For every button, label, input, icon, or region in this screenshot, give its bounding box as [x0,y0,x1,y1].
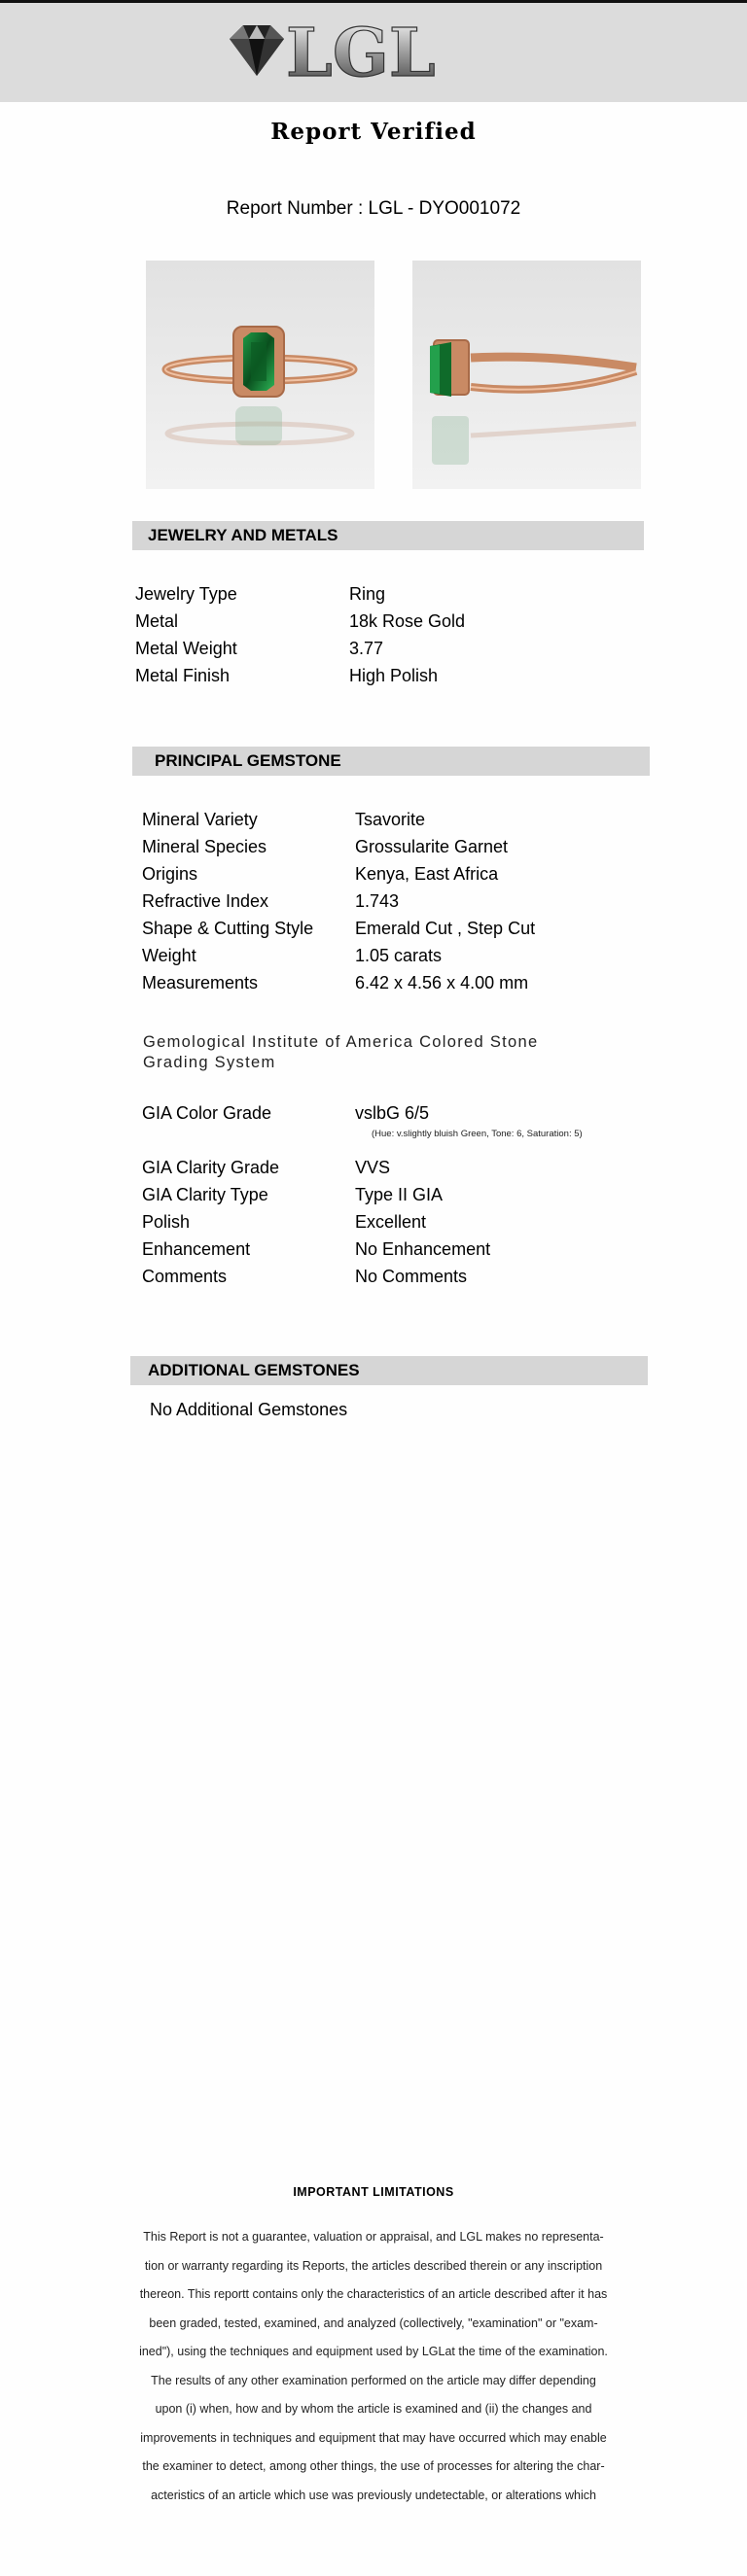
row-value: Type II GIA [355,1185,444,1204]
grading-system-name: Gemological Institute of America Colored Stone Grading System [143,1033,539,1071]
row-label: Metal [135,611,179,631]
limitations-line: been graded, tested, examined, and analyzed (collectively, "examination" or "exam- [149,2315,598,2330]
row-label: Enhancement [142,1239,251,1259]
row-value: Tsavorite [355,810,426,829]
row-value: Kenya, East Africa [355,864,499,884]
limitations-line: the examiner to detect, among other things, the use of processes for altering the char- [142,2459,605,2473]
row-value: 6.42 x 4.56 x 4.00 mm [355,973,529,992]
limitations-line: improvements in techniques and equipment that may have occurred which may enable [140,2430,607,2445]
diamond-logo-icon [226,17,479,87]
row-value: vslbG 6/5 [355,1103,430,1123]
page-title: Report Verified [270,119,477,145]
row-label: Refractive Index [142,891,269,911]
row-value: VVS [355,1158,391,1177]
row-label: Origins [142,864,198,884]
lgl-logo [226,17,479,87]
gemstone-section-heading: PRINCIPAL GEMSTONE [155,751,341,770]
row-label: Shape & Cutting Style [142,919,314,938]
report-number-label: Report Number : [226,198,364,219]
logo-text: LGL [286,17,436,87]
limitations-line: The results of any other examination performed on the article may differ depending [151,2373,596,2387]
gemstone-rows [142,809,648,1003]
limitations-heading: IMPORTANT LIMITATIONS [293,2185,454,2199]
row-label: Metal Weight [135,639,237,658]
row-value: Emerald Cut , Step Cut [355,919,536,938]
report-number-value: LGL - DYO001072 [368,198,521,219]
row-value: Grossularite Garnet [355,837,509,856]
limitations-line: tion or warranty regarding its Reports, the articles described therein or any inscription [144,2258,603,2273]
row-value: 1.05 carats [355,946,443,965]
row-label: Mineral Species [142,837,267,856]
row-value: No Enhancement [355,1239,491,1259]
limitations-line: thereon. This reportt contains only the characteristics of an article described after it has [139,2287,608,2301]
row-value: 1.743 [355,891,400,911]
row-value: 18k Rose Gold [349,611,466,631]
limitations-line: This Report is not a guarantee, valuation or appraisal, and LGL makes no representa- [143,2230,604,2244]
row-label: Measurements [142,973,259,992]
color-grade-row [142,1102,648,1131]
row-value: High Polish [349,666,439,685]
grade-rows [142,1157,648,1298]
limitations-line: upon (i) when, how and by whom the article is examined and (ii) the changes and [155,2402,592,2416]
row-label: Metal Finish [135,666,231,685]
additional-section-header [130,1356,648,1385]
jewelry-section-heading: JEWELRY AND METALS [148,526,338,544]
row-label: GIA Clarity Type [142,1185,268,1204]
row-label: Comments [142,1267,228,1286]
ring-photo-front [146,261,374,489]
row-value: No Comments [355,1267,468,1286]
row-label: Polish [142,1212,191,1232]
no-additional-gemstones: No Additional Gemstones [150,1400,348,1419]
row-label: Weight [142,946,196,965]
limitations-text [101,2223,646,2510]
additional-section-heading: ADDITIONAL GEMSTONES [148,1361,360,1379]
row-value: Ring [349,584,386,604]
row-label: GIA Clarity Grade [142,1158,280,1177]
report-number [0,198,747,220]
limitations-line: acteristics of an article which use was previously undetectable, or alterations which [151,2488,596,2502]
limitations-line: ined"), using the techniques and equipment used by LGLat the time of the examination. [139,2345,608,2358]
row-label: Jewelry Type [135,584,237,604]
jewelry-section-header [132,521,644,550]
row-label: Mineral Variety [142,810,258,829]
gemstone-section-header [132,747,650,776]
row-value: 3.77 [349,639,384,658]
row-label: GIA Color Grade [142,1103,272,1123]
ring-photo-side [412,261,641,489]
row-value: Excellent [355,1212,427,1232]
color-grade-note: (Hue: v.slightly bluish Green, Tone: 6, Saturation: 5) [372,1129,583,1139]
jewelry-rows [135,583,641,690]
